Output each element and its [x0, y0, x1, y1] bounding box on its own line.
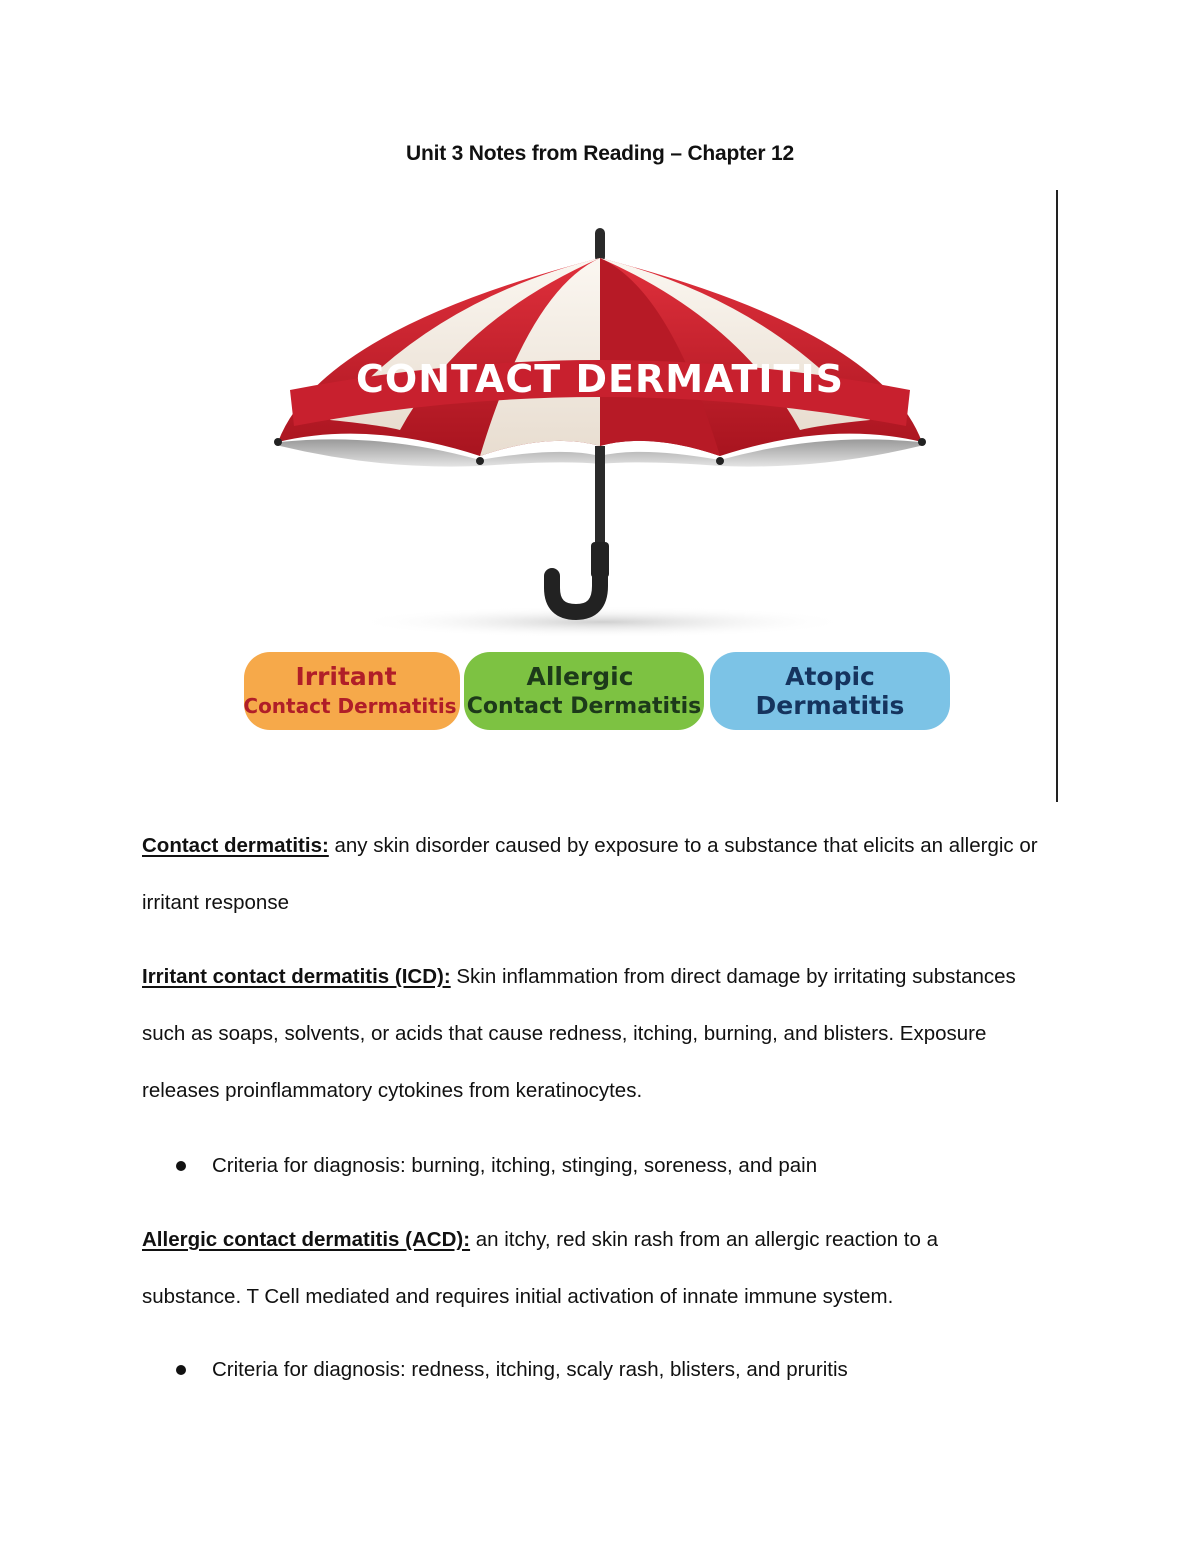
svg-text:Allergic: Allergic	[526, 662, 634, 691]
icd-term: Irritant contact dermatitis (ICD):	[142, 965, 451, 988]
atopic-label	[710, 652, 950, 730]
umbrella-shaft	[595, 446, 605, 546]
svg-text:Atopic: Atopic	[785, 662, 875, 691]
umbrella-handle	[552, 576, 600, 612]
umbrella-illustration	[230, 220, 970, 740]
icd-paragraph	[142, 948, 1042, 1119]
contact-dermatitis-umbrella-figure	[230, 220, 970, 740]
umbrella-tip	[595, 228, 605, 262]
svg-text:Contact Dermatitis: Contact Dermatitis	[243, 694, 457, 718]
acd-term: Allergic contact dermatitis (ACD):	[142, 1228, 471, 1251]
icd-criteria-text: Criteria for diagnosis: burning, itching, stinging, soreness, and pain	[212, 1154, 818, 1177]
umbrella-shadow	[352, 606, 852, 638]
icd-definition: Skin inflammation from direct damage by irritating substances such as soaps, solvents, or acids that cause redness, itching, burning, and blisters. Exposure releases proinflammatory cytokines from keratinocytes.	[142, 965, 1016, 1102]
page-title: Unit 3 Notes from Reading – Chapter 12	[406, 142, 794, 165]
irritant-label	[243, 652, 460, 730]
acd-criteria-text: Criteria for diagnosis: redness, itching, scaly rash, blisters, and pruritis	[212, 1358, 848, 1381]
acd-definition: an itchy, red skin rash from an allergic reaction to a substance. T Cell mediated and requires initial activation of innate immune system.	[142, 1228, 938, 1308]
svg-text:Dermatitis: Dermatitis	[755, 691, 905, 720]
contact-dermatitis-paragraph	[142, 817, 1042, 931]
bullet-dot-icon	[176, 1161, 186, 1171]
umbrella-title: CONTACT DERMATITIS	[356, 357, 844, 401]
margin-rule	[1056, 190, 1058, 802]
allergic-label	[464, 652, 704, 730]
bullet-dot-icon	[176, 1365, 186, 1375]
svg-text:Irritant: Irritant	[295, 662, 397, 691]
contact-dermatitis-term: Contact dermatitis:	[142, 834, 329, 857]
contact-dermatitis-definition: any skin disorder caused by exposure to a substance that elicits an allergic or irritant response	[142, 834, 1038, 914]
svg-text:Contact Dermatitis: Contact Dermatitis	[466, 694, 702, 719]
acd-paragraph	[142, 1211, 1042, 1325]
